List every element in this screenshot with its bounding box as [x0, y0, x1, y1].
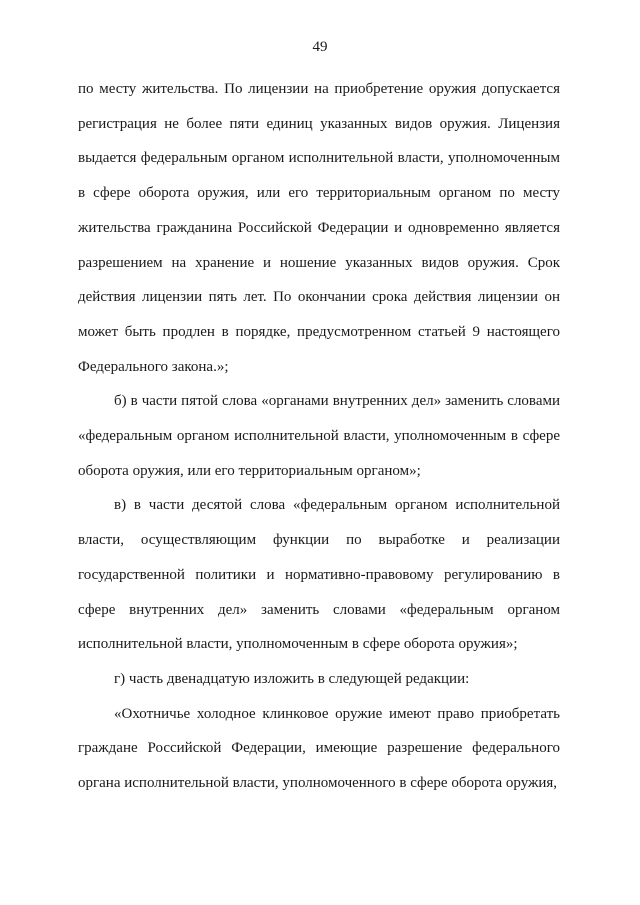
- paragraph-item-b: б) в части пятой слова «органами внутренних дел» заменить словами «федеральным органом исполнительной власти, уполномоченным в сфере оборота оружия, или его территориальным органом»;: [78, 393, 560, 479]
- paragraph-continuation: по месту жительства. По лицензии на приобретение оружия допускается регистрация не более пяти единиц указанных видов оружия. Лицензия выдается федеральным органом исполнительной власти, уполномоченным в сфере оборота оружия, или его территориальным органом по месту жительства гражданина Российской Федерации и одновременно является разрешением на хранение и ношение указанных видов оружия. Срок действия лицензии пять лет. По окончании срока действия лицензии он может быть продлен в порядке, предусмотренном статьей 9 настоящего Федерального закона.»;: [78, 81, 560, 375]
- paragraph-item-g: г) часть двенадцатую изложить в следующей редакции:: [114, 670, 470, 687]
- paragraph-quoted-text: «Охотничье холодное клинковое оружие имеют право приобретать граждане Российской Федерации, имеющие разрешение федерального органа исполнительной власти, уполномоченного в сфере оборота оружия,: [78, 705, 560, 792]
- page-number: 49: [312, 39, 328, 55]
- paragraph-item-v: в) в части десятой слова «федеральным органом исполнительной власти, осуществляющим функции по выработке и реализации государственной политики и нормативно-правовому регулированию в сфере внутренних дел» заменить словами «федеральным органом исполнительной власти, уполномоченным в сфере оборота оружия»;: [78, 497, 560, 653]
- document-body: [78, 72, 560, 801]
